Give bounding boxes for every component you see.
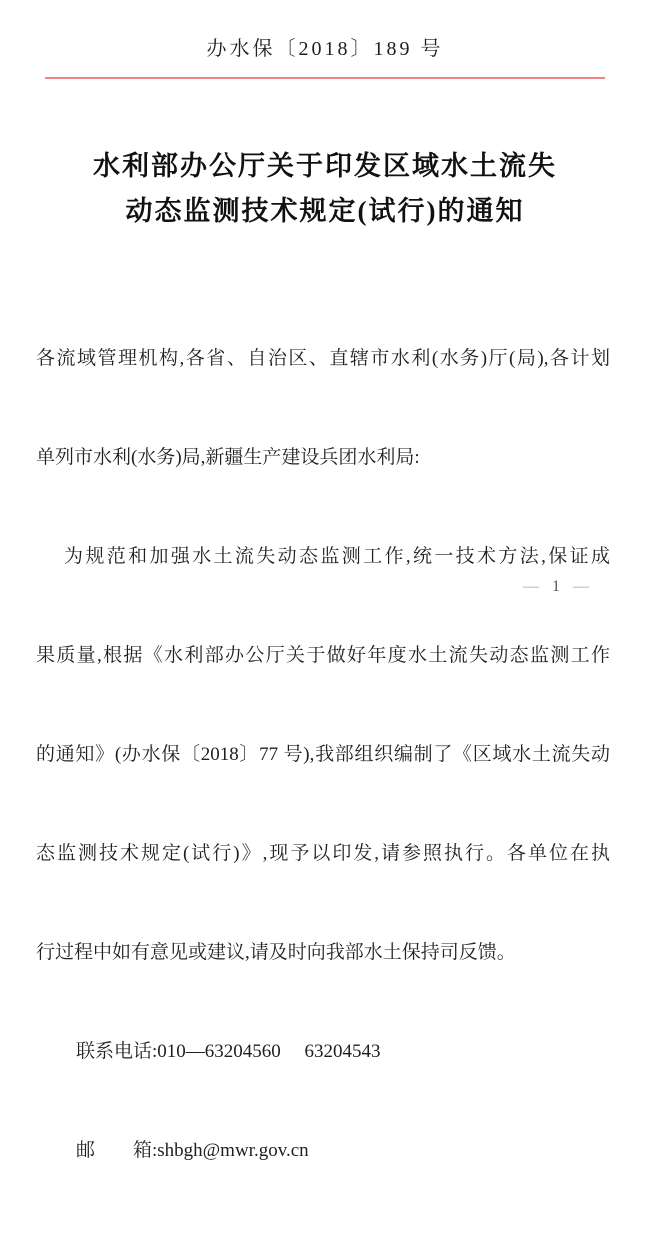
contact-email-line: 邮 箱:shbgh@mwr.gov.cn bbox=[76, 1140, 309, 1161]
body-line-paragraph-3: 的通知》(办水保〔2018〕77 号),我部组织编制了《区域水土流失动 bbox=[36, 744, 610, 765]
page-number-left-dash: — bbox=[523, 578, 540, 595]
document-title bbox=[0, 144, 650, 234]
page-number-right-dash: — bbox=[573, 578, 590, 595]
title-line-1: 水利部办公厅关于印发区域水土流失 bbox=[93, 151, 557, 181]
body-line-recipients-1: 各流域管理机构,各省、自治区、直辖市水利(水务)厅(局),各计划 bbox=[36, 348, 610, 369]
document-number: 办水保〔2018〕189 号 bbox=[206, 38, 444, 60]
document-body bbox=[36, 276, 610, 1233]
page-number bbox=[523, 578, 590, 596]
body-line-paragraph-4: 态监测技术规定(试行)》,现予以印发,请参照执行。各单位在执 bbox=[36, 843, 610, 864]
body-line-recipients-2: 单列市水利(水务)局,新疆生产建设兵团水利局: bbox=[36, 447, 420, 468]
title-line-2: 动态监测技术规定(试行)的通知 bbox=[125, 196, 525, 226]
contact-phone-line: 联系电话:010—63204560 63204543 bbox=[76, 1041, 381, 1062]
page-number-value: 1 bbox=[552, 578, 561, 595]
body-line-paragraph-1: 为规范和加强水土流失动态监测工作,统一技术方法,保证成 bbox=[64, 546, 610, 567]
header-divider-line bbox=[45, 77, 605, 79]
body-line-paragraph-5: 行过程中如有意见或建议,请及时向我部水土保持司反馈。 bbox=[36, 942, 516, 963]
body-line-paragraph-2: 果质量,根据《水利部办公厅关于做好年度水土流失动态监测工作 bbox=[36, 645, 610, 666]
